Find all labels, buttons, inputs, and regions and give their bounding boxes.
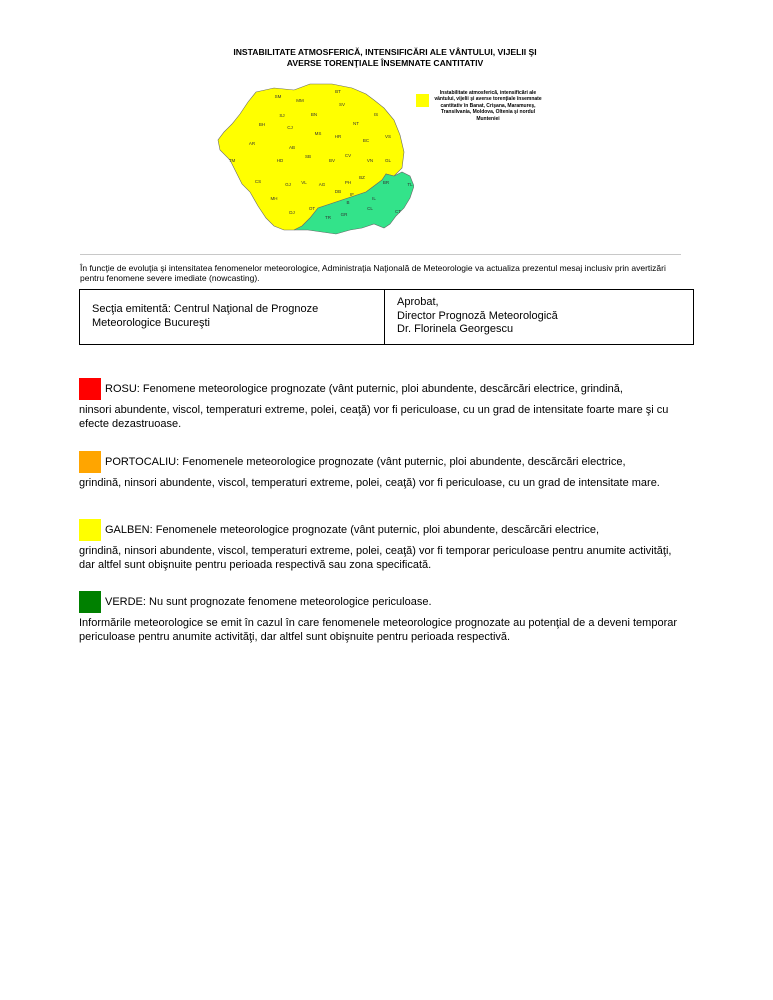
county-label: SJ xyxy=(279,113,285,118)
signature-table xyxy=(79,289,694,345)
county-label: GR xyxy=(340,212,348,217)
county-label: AR xyxy=(248,141,256,146)
level-yellow-title: GALBEN: Fenomenele meteorologice prognozate (vânt puternic, ploi abundente, descărcări electrice, xyxy=(105,524,600,536)
county-label: BR xyxy=(382,180,390,185)
county-label: OT xyxy=(308,206,316,211)
county-label: DJ xyxy=(289,210,295,215)
update-note: În funcţie de evoluţia şi intensitatea fenomenelor meteorologice, Administraţia Naţională de Meteorologie va actualiza prezentul mesaj inclusiv prin avertizări pentru fenomene severe imediate (nowcasting). xyxy=(80,263,666,283)
county-label: MS xyxy=(314,131,322,136)
level-red-title: ROSU: Fenomene meteorologice prognozate (vânt puternic, ploi abundente, descărcări electrice, grindină, xyxy=(105,383,623,395)
county-label: IS xyxy=(373,112,379,117)
county-label: MH xyxy=(270,196,278,201)
county-label: CV xyxy=(344,153,352,158)
county-label: GJ xyxy=(285,182,291,187)
county-label: BV xyxy=(328,158,336,163)
county-label: BZ xyxy=(359,175,365,180)
county-label: B xyxy=(346,200,350,205)
county-label: BH xyxy=(258,122,266,127)
county-label: HR xyxy=(334,134,342,139)
level-orange xyxy=(79,451,689,490)
county-label: TR xyxy=(325,215,331,220)
county-label: HD xyxy=(276,158,284,163)
county-label: SM xyxy=(274,94,282,99)
county-label: DB xyxy=(334,189,342,194)
level-yellow-swatch xyxy=(79,519,101,541)
county-label: PH xyxy=(344,180,352,185)
county-label: AG xyxy=(318,182,326,187)
county-label: NT xyxy=(353,121,359,126)
county-label: IL xyxy=(372,196,376,201)
level-green-description: Informările meteorologice se emit în cazul în care fenomenele meteorologice prognozate au potenţial de a deveni temporar periculoase pentru anumite activităţi, dar altfel sunt obişnuite pentru perioada respectivă. xyxy=(79,617,678,643)
county-label: CS xyxy=(254,179,262,184)
approver-role: Director Prognoză Meteorologică xyxy=(397,309,558,322)
county-label: AB xyxy=(288,145,296,150)
map-title xyxy=(200,47,570,69)
approved-label: Aprobat, xyxy=(397,296,439,308)
level-green xyxy=(79,591,689,644)
county-label: CJ xyxy=(287,125,293,130)
level-green-title: VERDE: Nu sunt prognozate fenomene meteorologice periculoase. xyxy=(105,596,432,608)
level-yellow xyxy=(79,519,689,572)
divider xyxy=(80,254,681,255)
romania-warning-map xyxy=(214,80,414,260)
level-orange-title: PORTOCALIU: Fenomenele meteorologice prognozate (vânt puternic, ploi abundente, descărcări electrice, xyxy=(105,456,626,468)
level-yellow-description: grindină, ninsori abundente, viscol, temperaturi extreme, polei, ceaţă) vor fi temporar periculoase pentru anumite activităţi, dar altfel sunt obişnuite pentru perioada respectivă sau zona specificată. xyxy=(79,545,672,571)
issuing-section: Secţia emitentă: Centrul Naţional de Prognoze Meteorologice Bucureşti xyxy=(80,290,385,344)
county-label: VL xyxy=(301,180,307,185)
county-label: MM xyxy=(296,98,304,103)
county-label: BT xyxy=(335,89,341,94)
level-red-description: ninsori abundente, viscol, temperaturi extreme, polei, ceaţă) vor fi periculoase, cu un grad de intensitate foarte mare şi cu efecte dezastruoase. xyxy=(79,404,669,430)
county-label: TL xyxy=(407,182,413,187)
county-label: GL xyxy=(384,158,392,163)
county-label: VS xyxy=(384,134,392,139)
map-title-line2: AVERSE TORENŢIALE ÎNSEMNATE CANTITATIV xyxy=(286,58,484,68)
county-label: TM xyxy=(228,158,236,163)
approver-name: Dr. Florinela Georgescu xyxy=(397,323,514,335)
level-red xyxy=(79,378,689,431)
county-label: SV xyxy=(338,102,346,107)
level-red-swatch xyxy=(79,378,101,400)
map-title-line1: INSTABILITATE ATMOSFERICĂ, INTENSIFICĂRI ALE VÂNTULUI, VIJELII ŞI xyxy=(233,47,537,57)
county-label: VN xyxy=(366,158,374,163)
level-orange-description: grindină, ninsori abundente, viscol, temperaturi extreme, polei, ceaţă) vor fi periculoase, cu un grad de intensitate mare. xyxy=(79,477,660,489)
county-label: CT xyxy=(395,209,401,214)
approval-block xyxy=(385,290,558,344)
legend-text: Instabilitate atmosferică, intensificări ale vântului, vijelii şi averse torenţiale însemnate cantitativ în Banat, Crişana, Maramureş, Transilvania, Moldova, Oltenia şi nordul Munteniei xyxy=(434,90,542,122)
county-label: SB xyxy=(304,154,312,159)
level-green-swatch xyxy=(79,591,101,613)
legend-swatch-yellow xyxy=(416,94,429,107)
county-label: CL xyxy=(367,206,373,211)
county-label: BN xyxy=(310,112,318,117)
county-label: IF xyxy=(350,192,354,197)
level-orange-swatch xyxy=(79,451,101,473)
county-label: BC xyxy=(362,138,370,143)
